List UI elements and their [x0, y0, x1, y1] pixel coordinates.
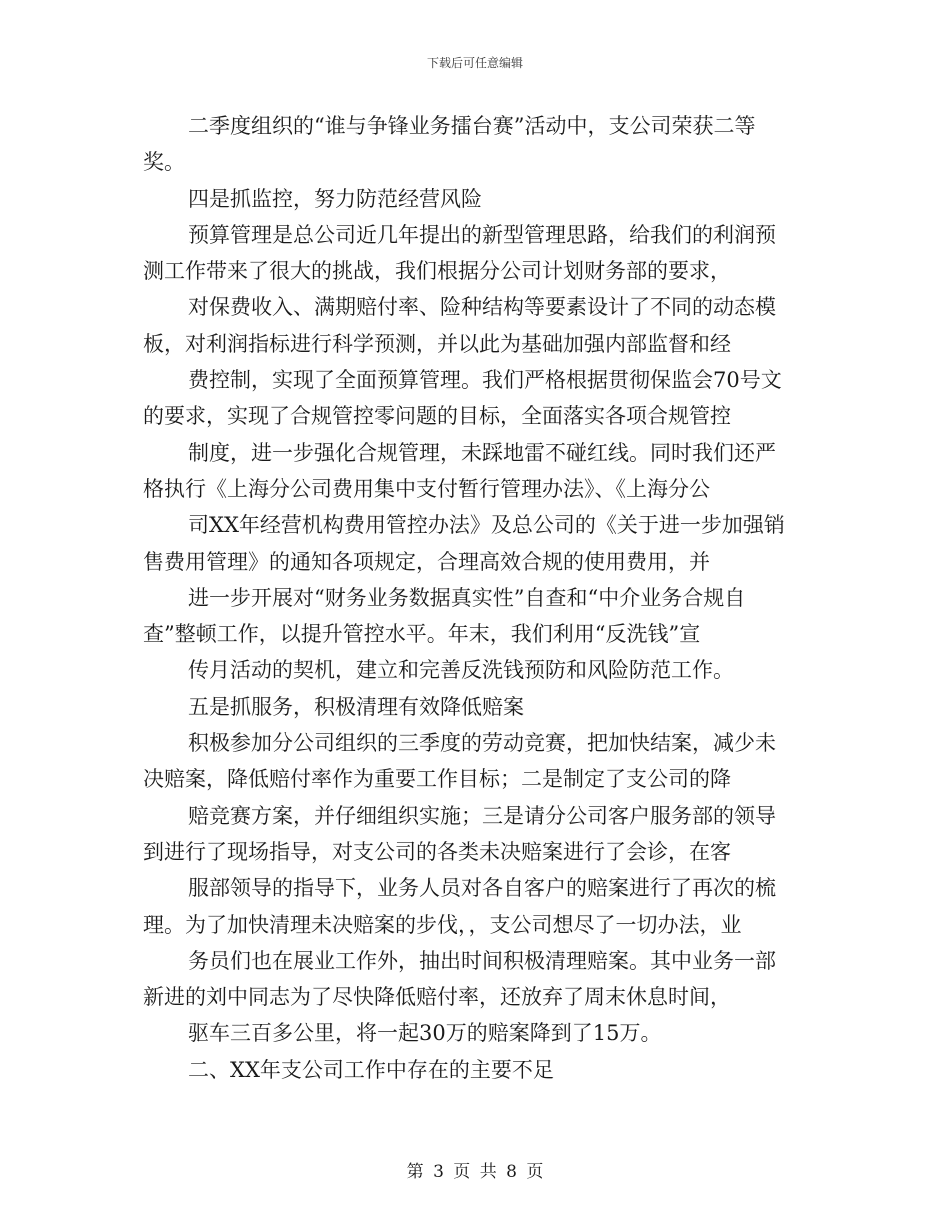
text-line: 驱车三百多公里，将一起30万的赔案降到了15万。	[188, 1021, 662, 1046]
text-line: 格执行《上海分公司费用集中支付暂行管理办法》、《上海分公	[143, 476, 710, 501]
text-line: 二季度组织的“谁与争锋业务擂台赛”活动中，支公司荣获二等	[188, 114, 756, 138]
text-line: 服部领导的指导下，业务人员对各自客户的赔案进行了再次的梳	[188, 876, 776, 901]
text-line: 预算管理是总公司近几年提出的新型管理思路，给我们的利润预	[188, 222, 776, 247]
text-line: 售费用管理》的通知各项规定，合理高效合规的使用费用，并	[143, 549, 710, 574]
header-note: 下载后可任意编辑	[426, 56, 523, 70]
text-line: 传月活动的契机，建立和完善反洗钱预防和风险防范工作。	[188, 658, 734, 683]
text-line: 的要求，实现了合规管控零问题的目标，全面落实各项合规管控	[143, 404, 731, 429]
text-line: 查”整顿工作，以提升管控水平。年末，我们利用“反洗钱”宣	[143, 622, 701, 647]
text-line: 四是抓监控，努力防范经营风险	[188, 186, 482, 211]
text-line: 二、XX年支公司工作中存在的主要不足	[188, 1057, 554, 1082]
text-line: 进一步开展对“财务业务数据真实性”自查和“中介业务合规自	[188, 585, 746, 610]
text-line: 测工作带来了很大的挑战，我们根据分公司计划财务部的要求，	[143, 259, 731, 284]
text-line: 五是抓服务，积极清理有效降低赔案	[188, 694, 524, 719]
text-line: 板，对利润指标进行科学预测，并以此为基础加强内部监督和经	[143, 331, 731, 356]
text-line: 新进的刘中同志为了尽快降低赔付率，还放弃了周末休息时间，	[143, 985, 731, 1010]
text-line: 积极参加分公司组织的三季度的劳动竞赛，把加快结案，减少未	[188, 731, 776, 756]
text-line: 对保费收入、满期赔付率、险种结构等要素设计了不同的动态模	[188, 295, 776, 320]
text-line: 理。为了加快清理未决赔案的步伐，，支公司想尽了一切办法，业	[143, 912, 742, 937]
text-line: 制度，进一步强化合规管理，未踩地雷不碰红线。同时我们还严	[188, 440, 776, 465]
page-number: 第 3 页 共 8 页	[406, 1162, 544, 1182]
text-line: 到进行了现场指导，对支公司的各类未决赔案进行了会诊，在客	[143, 839, 731, 864]
document-body	[143, 108, 808, 1088]
text-line: 务员们也在展业工作外，抽出时间积极清理赔案。其中业务一部	[188, 948, 776, 973]
text-line: 费控制，实现了全面预算管理。我们严格根据贯彻保监会70号文	[188, 368, 782, 393]
text-line: 决赔案，降低赔付率作为重要工作目标；二是制定了支公司的降	[143, 767, 731, 792]
text-line: 赔竞赛方案，并仔细组织实施；三是请分公司客户服务部的领导	[188, 803, 776, 828]
text-line: 奖。	[143, 150, 185, 175]
text-line: 司XX年经营机构费用管控办法》及总公司的《关于进一步加强销	[188, 513, 785, 538]
